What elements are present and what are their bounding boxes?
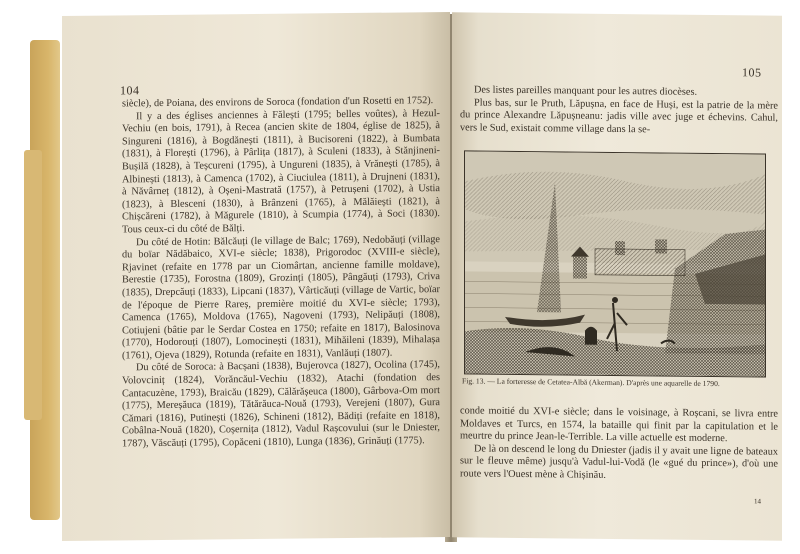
- left-page: [62, 12, 450, 541]
- right-page-bottom-text: [460, 405, 778, 484]
- signature-mark: 14: [754, 497, 761, 506]
- left-paragraph: Du côté de Soroca: à Bacșani (1838), Bujerovca (1827), Ocolina (1745), Volovciniț (1824), Vorăncăul-Vechiu (1832), Atachi (fondation des Cantacuzène, 1793), Braicău (1829), Călărășeuca (1800), Gârbova-Om mort (1775), Mereșăuca (1819), Tătărăuca-Nouă (1793), Verejeni (1807), Gura Cămari (1816), Putinești (1826), Schineni (1812), Bădiți (refaite en 1818), Cobâlna-Nouă (1820), Coșernița (1812), Vadul Rașcovului (sur le Dniester, 1787), Văscăuți (1795), Copăceni (1810), Lunga (1836), Grinăuți (1775).: [122, 359, 440, 450]
- fortress-engraving-figure: [464, 150, 766, 377]
- left-paragraph: Du côté de Hotin: Bălcăuți (le village de Balc; 1769), Nedobăuți (village du boïar Nădăbaico, XVI-e siècle; 1838), Prigorodoc (XVIII-e siècle), Rjavinet (refaite en 1778 par un Ciomârtan, ancienne famille moldave), Berestie (1735), Forostna (1809), Grozinți (1805), Pângăuți (1793), Criva (1835), Drepcăuți (1833), Lipcani (1837), Vârticăuți (village de Vartic, boïar de l'époque de Pierre Rareș, première moitié du XVI-e siècle; 1793), Camenca (1765), Moldova (1765), Nagoveni (1793), Nelipăuți (1808), Cotiujeni (bâtie par le Serdar Costea en 1750; refaite en 1817), Balosinova (1770), Hodorouți (1807), Lomocinești (1831), Mihăileni (1839), Mihalașa (1761), Ojeva (1829), Rotunda (refaite en 1831), Vanlăuți (1807).: [122, 233, 440, 362]
- book-spread: [40, 14, 792, 544]
- left-paragraph: Il y a des églises anciennes à Fălești (1795; belles voûtes), à Hezul-Vechiu (en bois, 1791), à Recea (ancien skite de 1804, église de 1825), à Singureni (1816), à Bogdănești (1811), à Bucisoreni (1822), à Bumbata (1831), à Florești (1796), à Pârlița (1817), à Sculeni (1833), à Stănjineni-Bușilă (1828), à Teșcureni (1795), à Ungureni (1835), à Vrănești (1785), à Albinești (1813), à Camenca (1702), à Ciuciulea (1811), à Drujneni (1831), à Năvârneț (1812), à Oșeni-Mastrată (1757), à Petrușeni (1702), à Ustia (1823), à Blesceni (1830), à Brânzeni (1765), à Mălăiești (1821), à Chișcăreni (1782), à Măgurele (1810), à Scumpia (1774), à Soci (1830). Tous ceux-ci du côté de Bălți.: [122, 107, 440, 236]
- figure-caption: Fig. 13. — La forteresse de Cetatea-Albă (Akerman). D'après une aquarelle de 1790.: [462, 376, 720, 389]
- engraving-fortress-illustration-icon: [465, 151, 765, 376]
- right-paragraph: Plus bas, sur le Pruth, Lăpușna, en face de Huși, est la patrie de la mère du prince Alexandre Lăpușneanu: jadis ville avec juge et échevins. Cahul, vers le Sud, existait comme village dans la se-: [460, 97, 778, 136]
- right-page-top-text: [460, 84, 778, 138]
- right-paragraph: Des listes pareilles manquant pour les autres diocèses.: [474, 84, 698, 98]
- left-page-text: [122, 95, 440, 451]
- left-page-number: 104: [120, 83, 140, 98]
- right-page-number: 105: [742, 65, 762, 80]
- right-page: [452, 12, 782, 540]
- right-paragraph: De là on descend le long du Dniester (jadis il y avait une ligne de bateaux sur le fleuve même) jusqu'à Vadul-lui-Vodă (le «gué du prince»), d'où une route vers l'Ouest mène à Chișinău.: [460, 443, 778, 481]
- right-paragraph: conde moitié du XVI-e siècle; dans le voisinage, à Roșcani, se livra entre Moldaves et Turcs, en 1574, la bataille qui finit par la capitulation et le meurtre du prince Jean-le-Terrible. La ville actuelle est moderne.: [460, 405, 778, 445]
- left-paragraph: siècle), de Poiana, des environs de Soroca (fondation d'un Rosetti en 1752).: [122, 95, 434, 110]
